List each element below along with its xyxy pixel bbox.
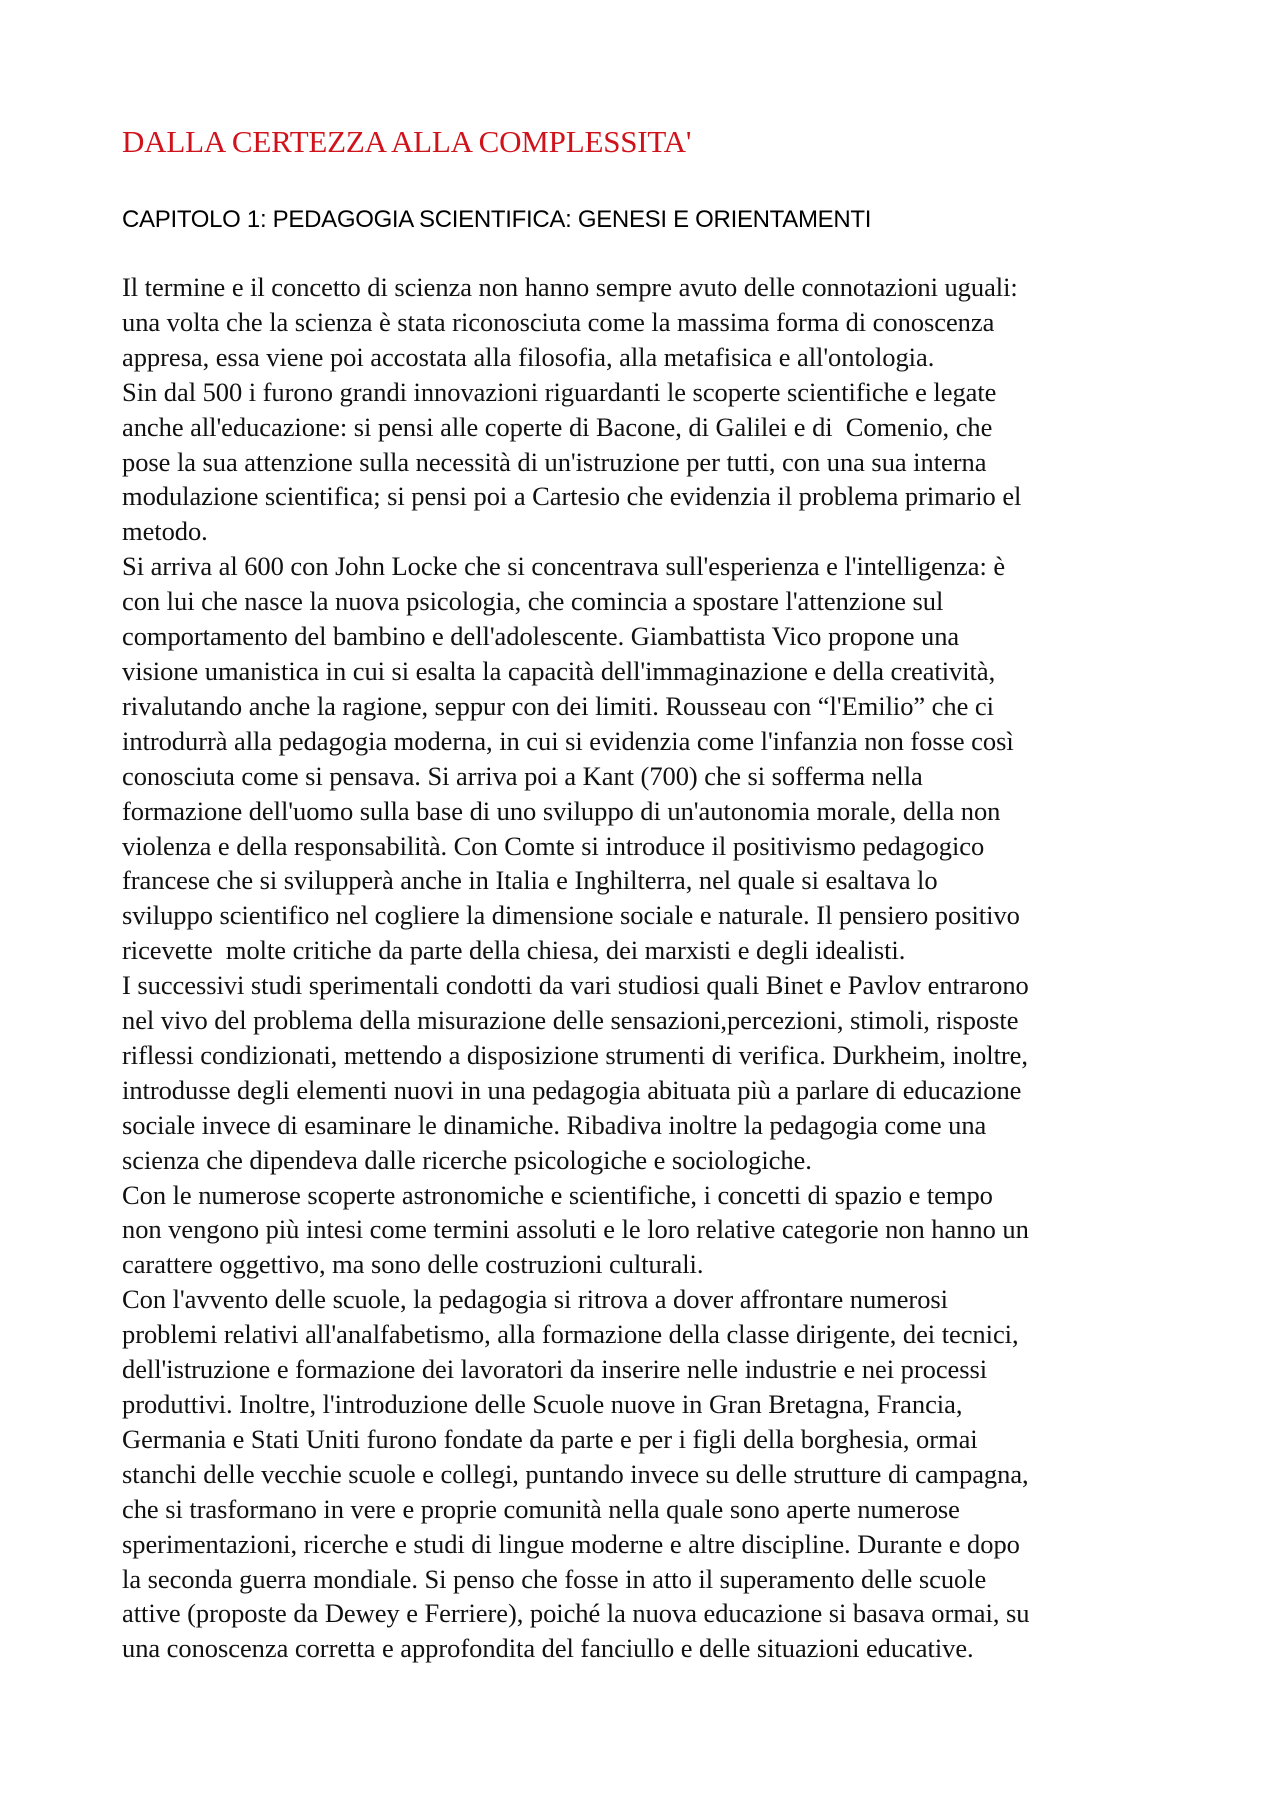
text-line: comportamento del bambino e dell'adolescente. Giambattista Vico propone una — [122, 621, 960, 652]
text-line: Germania e Stati Uniti furono fondate da parte e per i figli della borghesia, ormai — [122, 1423, 978, 1454]
text-line: nel vivo del problema della misurazione delle sensazioni,percezioni, stimoli, risposte — [122, 1005, 1019, 1036]
text-line: metodo. — [122, 516, 208, 547]
text-line: sviluppo scientifico nel cogliere la dimensione sociale e naturale. Il pensiero positivo — [122, 900, 1020, 931]
text-line: una conoscenza corretta e approfondita del fanciullo e delle situazioni educative. — [122, 1633, 974, 1664]
text-line: Con l'avvento delle scuole, la pedagogia si ritrova a dover affrontare numerosi — [122, 1284, 948, 1315]
text-line: francese che si svilupperà anche in Italia e Inghilterra, nel quale si esaltava lo — [122, 865, 938, 896]
text-line: con lui che nasce la nuova psicologia, che comincia a spostare l'attenzione sul — [122, 586, 944, 617]
text-line: appresa, essa viene poi accostata alla filosofia, alla metafisica e all'ontologia. — [122, 341, 935, 372]
chapter-heading: CAPITOLO 1: PEDAGOGIA SCIENTIFICA: GENESI E ORIENTAMENTI — [122, 206, 872, 233]
body-text — [122, 270, 1182, 1666]
text-line: introdurrà alla pedagogia moderna, in cui si evidenzia come l'infanzia non fosse così — [122, 725, 1014, 756]
text-line: la seconda guerra mondiale. Si penso che fosse in atto il superamento delle scuole — [122, 1563, 987, 1594]
text-line: riflessi condizionati, mettendo a disposizione strumenti di verifica. Durkheim, inoltre, — [122, 1039, 1028, 1070]
text-line: introdusse degli elementi nuovi in una pedagogia abituata più a parlare di educazione — [122, 1074, 1022, 1105]
text-line: attive (proposte da Dewey e Ferriere), poiché la nuova educazione si basava ormai, su — [122, 1598, 1030, 1629]
text-line: dell'istruzione e formazione dei lavoratori da inserire nelle industrie e nei processi — [122, 1354, 988, 1385]
text-line: pose la sua attenzione sulla necessità di un'istruzione per tutti, con una sua interna — [122, 446, 987, 477]
text-line: anche all'educazione: si pensi alle coperte di Bacone, di Galilei e di Comenio, che — [122, 411, 993, 442]
text-line: Si arriva al 600 con John Locke che si concentrava sull'esperienza e l'intelligenza: è — [122, 551, 1006, 582]
text-line: stanchi delle vecchie scuole e collegi, puntando invece su delle strutture di campagna, — [122, 1458, 1029, 1489]
text-line: rivalutando anche la ragione, seppur con dei limiti. Rousseau con “l'Emilio” che ci — [122, 690, 994, 721]
text-line: violenza e della responsabilità. Con Comte si introduce il positivismo pedagogico — [122, 830, 985, 861]
text-line: scienza che dipendeva dalle ricerche psicologiche e sociologiche. — [122, 1144, 812, 1175]
text-line: produttivi. Inoltre, l'introduzione delle Scuole nuove in Gran Bretagna, Francia, — [122, 1389, 963, 1419]
text-line: carattere oggettivo, ma sono delle costruzioni culturali. — [122, 1249, 704, 1280]
text-line: ricevette molte critiche da parte della chiesa, dei marxisti e degli idealisti. — [122, 935, 906, 966]
text-line: conosciuta come si pensava. Si arriva poi a Kant (700) che si sofferma nella — [122, 760, 923, 791]
text-line: visione umanistica in cui si esalta la capacità dell'immaginazione e della creatività, — [122, 655, 996, 686]
text-line: che si trasformano in vere e proprie comunità nella quale sono aperte numerose — [122, 1493, 960, 1524]
text-line: sperimentazioni, ricerche e studi di lingue moderne e altre discipline. Durante e dopo — [122, 1528, 1020, 1559]
text-line: I successivi studi sperimentali condotti da vari studiosi quali Binet e Pavlov entrarono — [122, 970, 1029, 1001]
text-line: Il termine e il concetto di scienza non hanno sempre avuto delle connotazioni uguali: — [122, 272, 1018, 302]
text-line: Con le numerose scoperte astronomiche e scientifiche, i concetti di spazio e tempo — [122, 1179, 993, 1210]
text-line: problemi relativi all'analfabetismo, alla formazione della classe dirigente, dei tecnici, — [122, 1319, 1019, 1350]
document-title: DALLA CERTEZZA ALLA COMPLESSITA' — [122, 124, 692, 159]
text-line: modulazione scientifica; si pensi poi a Cartesio che evidenzia il problema primario el — [122, 481, 1022, 512]
text-line: non vengono più intesi come termini assoluti e le loro relative categorie non hanno un — [122, 1214, 1029, 1245]
text-line: sociale invece di esaminare le dinamiche. Ribadiva inoltre la pedagogia come una — [122, 1109, 987, 1140]
text-line: formazione dell'uomo sulla base di uno sviluppo di un'autonomia morale, della non — [122, 795, 1001, 826]
text-line: Sin dal 500 i furono grandi innovazioni riguardanti le scoperte scientifiche e legate — [122, 376, 997, 407]
text-line: una volta che la scienza è stata riconosciuta come la massima forma di conoscenza — [122, 306, 995, 337]
